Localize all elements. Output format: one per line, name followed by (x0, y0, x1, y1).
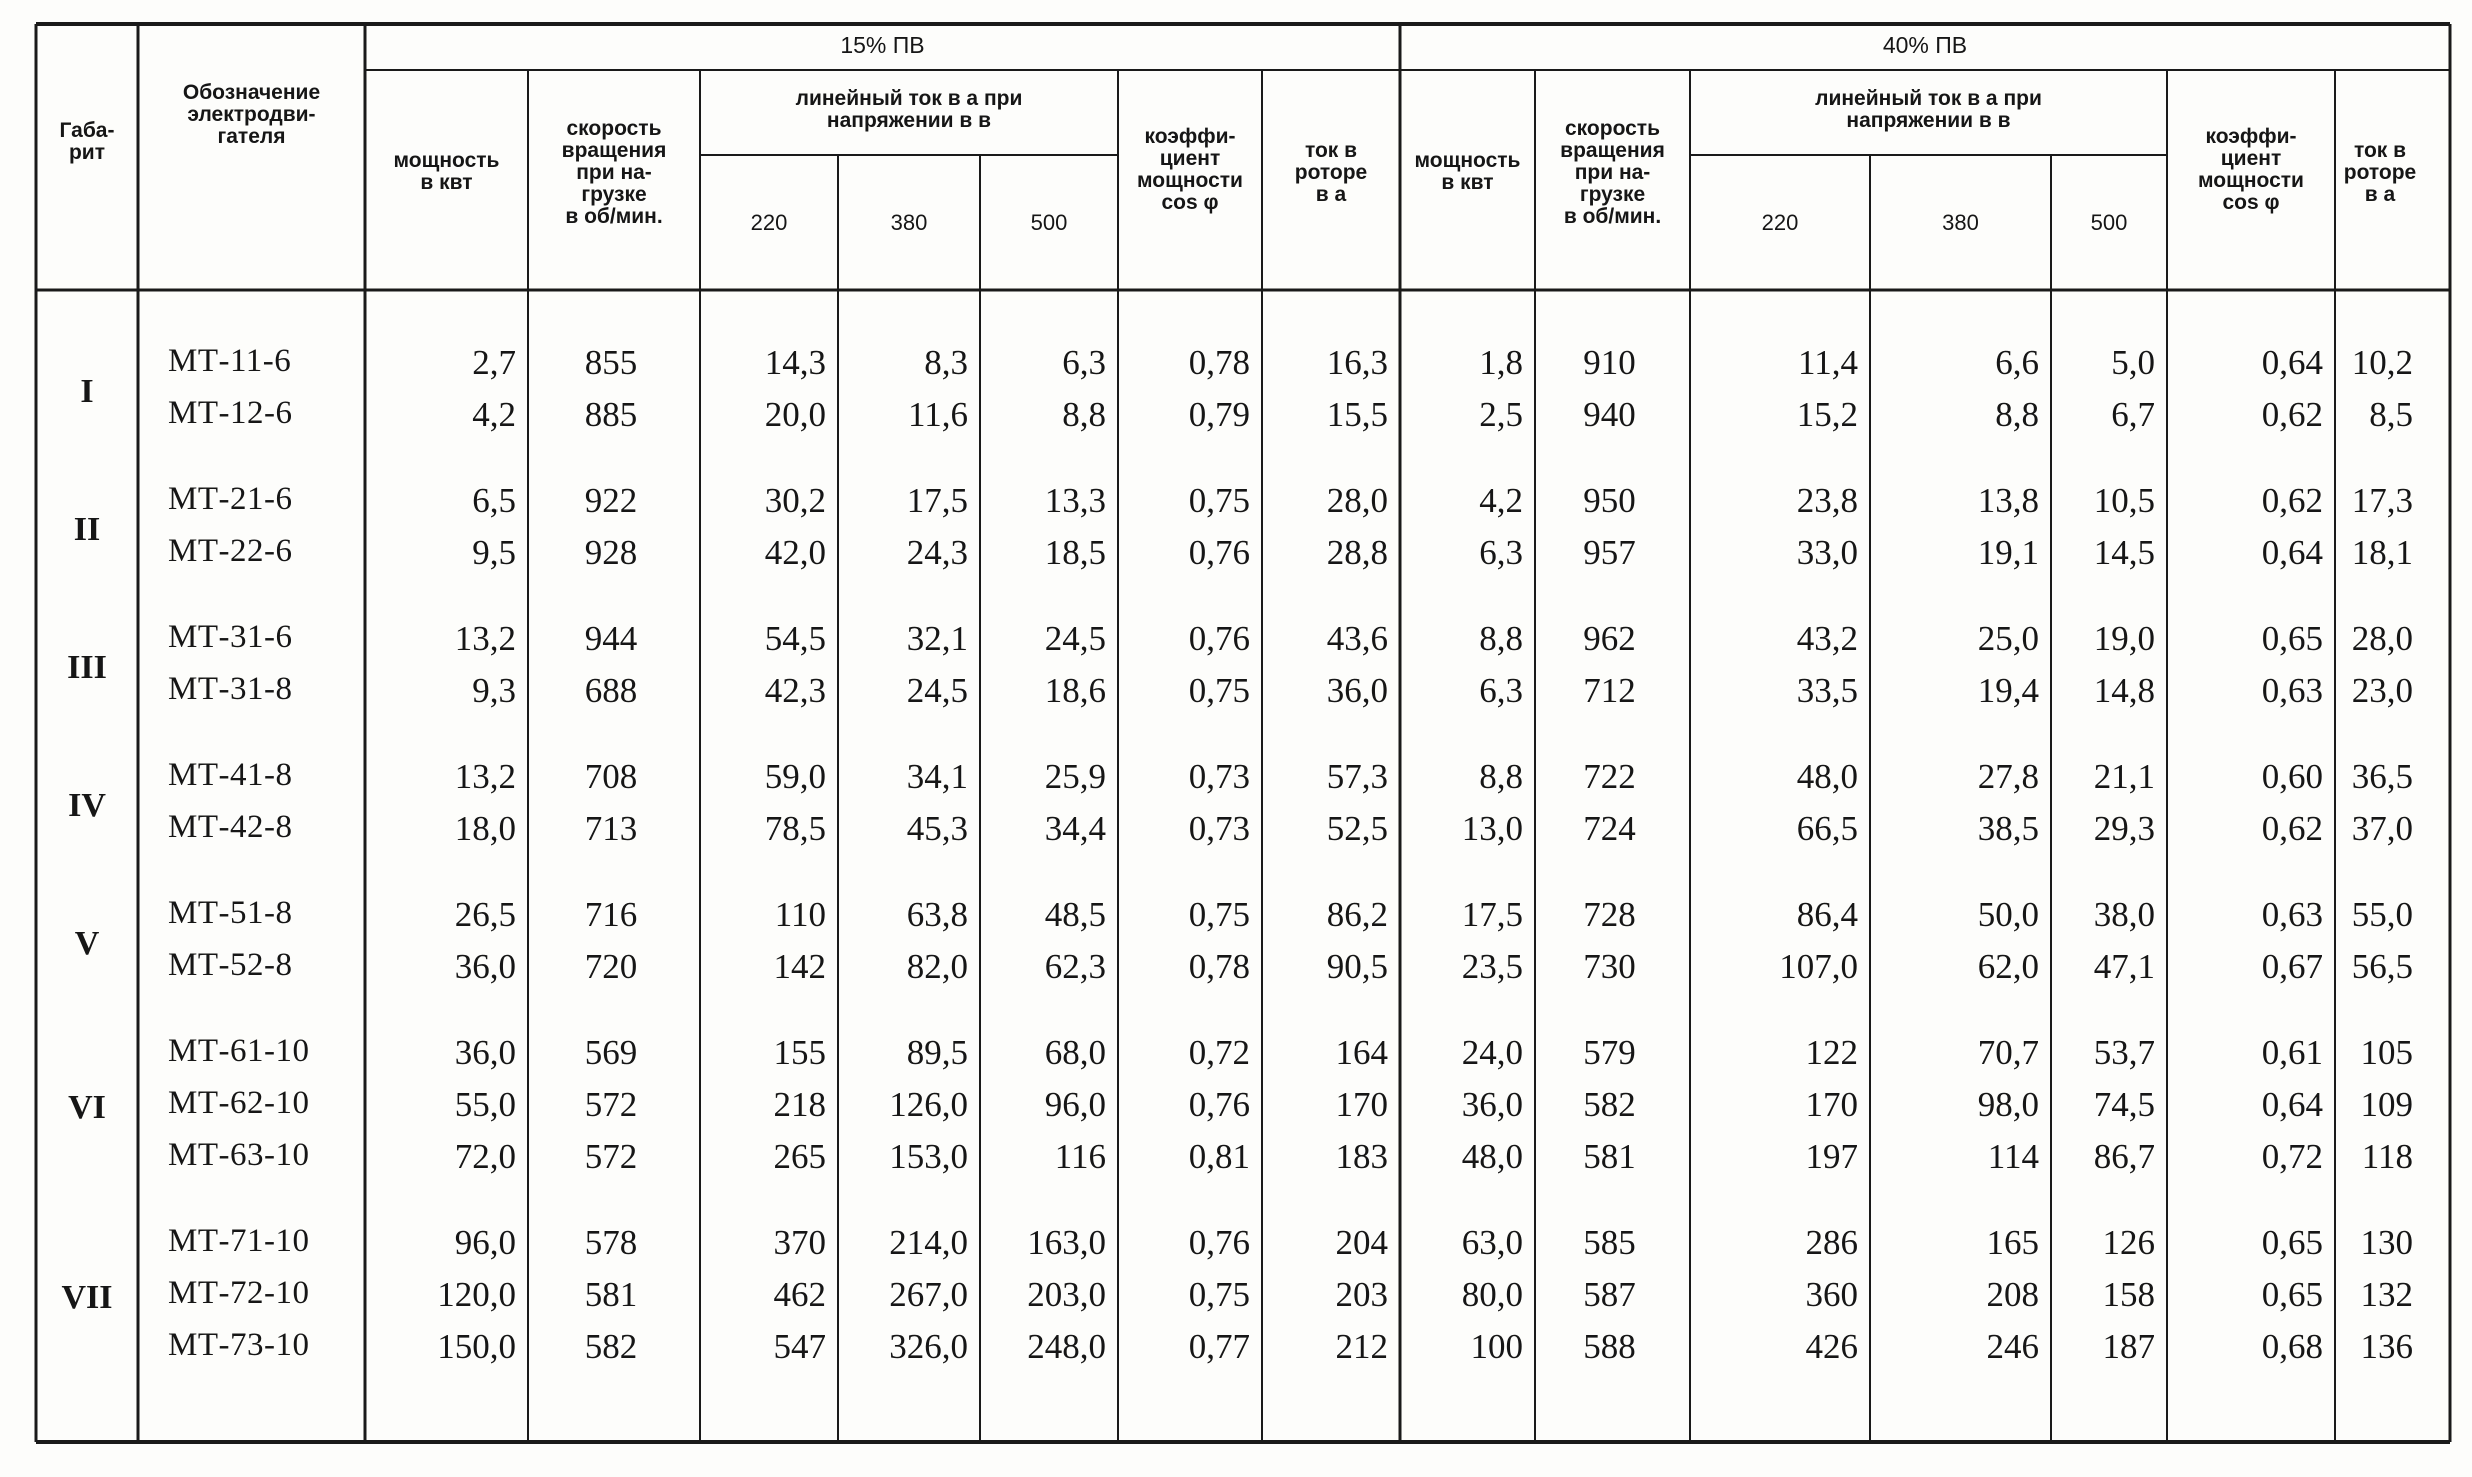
table-cell: 17,3 (2351, 481, 2413, 520)
table-cell: 89,5 (906, 1033, 968, 1072)
table-cell: 17,5 (1461, 895, 1523, 934)
table-cell: 6,5 (472, 481, 516, 520)
table-cell: 8,8 (1479, 619, 1523, 658)
header-voltage-500-40: 500 (2090, 210, 2128, 235)
table-cell: 28,0 (2351, 619, 2413, 658)
table-cell: 24,5 (906, 671, 968, 710)
table-cell: 0,75 (1188, 671, 1250, 710)
header-speed-15: скорость вращения при на- грузке в об/мин. (561, 117, 667, 229)
table-cell: 126,0 (889, 1085, 968, 1124)
table-cell: 944 (584, 619, 638, 658)
table-cell: 0,78 (1188, 947, 1250, 986)
table-cell: 9,5 (472, 533, 516, 572)
table-cell: 360 (1805, 1275, 1858, 1314)
table-cell: 8,8 (1995, 395, 2039, 434)
table-cell: 130 (2360, 1223, 2413, 1262)
table-cell: 23,5 (1461, 947, 1523, 986)
header-gabarit: Габа- рит (59, 119, 115, 165)
table-cell: 8,8 (1479, 757, 1523, 796)
model-designation: МТ-31-6 (168, 619, 293, 655)
table-cell: 922 (584, 481, 638, 520)
table-cell: 153,0 (889, 1137, 968, 1176)
model-designation: МТ-52-8 (168, 947, 293, 983)
table-cell: 42,3 (764, 671, 826, 710)
table-cell: 68,0 (1044, 1033, 1106, 1072)
table-cell: 28,8 (1326, 533, 1388, 572)
table-cell: 0,75 (1188, 481, 1250, 520)
table-cell: 63,0 (1461, 1223, 1523, 1262)
table-cell: 26,5 (454, 895, 516, 934)
table-cell: 0,60 (2261, 757, 2323, 796)
table-cell: 326,0 (889, 1327, 968, 1366)
table-cell: 248,0 (1027, 1327, 1106, 1366)
table-cell: 0,75 (1188, 895, 1250, 934)
table-cell: 0,72 (2261, 1137, 2323, 1176)
table-cell: 267,0 (889, 1275, 968, 1314)
table-cell: 569 (584, 1033, 638, 1072)
table-cell: 11,6 (908, 395, 968, 434)
table-cell: 218 (773, 1085, 826, 1124)
table-cell: 6,6 (1995, 343, 2039, 382)
table-cell: 33,0 (1796, 533, 1858, 572)
table-cell: 928 (584, 533, 638, 572)
table-cell: 52,5 (1326, 809, 1388, 848)
table-cell: 10,2 (2351, 343, 2413, 382)
table-cell: 62,3 (1044, 947, 1106, 986)
table-cell: 0,76 (1188, 619, 1250, 658)
table-cell: 4,2 (472, 395, 516, 434)
model-designation: МТ-61-10 (168, 1033, 310, 1069)
table-cell: 0,61 (2261, 1033, 2323, 1072)
table-cell: 14,5 (2093, 533, 2155, 572)
table-cell: 15,5 (1326, 395, 1388, 434)
table-cell: 24,0 (1461, 1033, 1523, 1072)
table-cell: 126 (2102, 1223, 2155, 1262)
table-cell: 114 (1987, 1137, 2039, 1176)
table-cell: 6,3 (1479, 671, 1523, 710)
table-cell: 98,0 (1977, 1085, 2039, 1124)
table-cell: 187 (2102, 1327, 2155, 1366)
table-cell: 50,0 (1977, 895, 2039, 934)
table-cell: 34,4 (1044, 809, 1106, 848)
table-cell: 572 (584, 1137, 638, 1176)
table-cell: 107,0 (1779, 947, 1858, 986)
table-cell: 10,5 (2093, 481, 2155, 520)
table-cell: 0,72 (1188, 1033, 1250, 1072)
table-cell: 0,81 (1188, 1137, 1250, 1176)
table-cell: 80,0 (1461, 1275, 1523, 1314)
table-cell: 950 (1583, 481, 1636, 520)
table-cell: 13,0 (1461, 809, 1523, 848)
table-cell: 14,8 (2093, 671, 2155, 710)
table-cell: 56,5 (2351, 947, 2413, 986)
table-cell: 11,4 (1798, 343, 1858, 382)
table-cell: 18,1 (2351, 533, 2413, 572)
table-cell: 728 (1583, 895, 1636, 934)
table-cell: 197 (1805, 1137, 1858, 1176)
table-cell: 962 (1583, 619, 1636, 658)
table-cell: 43,6 (1326, 619, 1388, 658)
model-designation: МТ-62-10 (168, 1085, 310, 1121)
table-cell: 370 (773, 1223, 826, 1262)
table-cell: 86,2 (1326, 895, 1388, 934)
table-cell: 109 (2360, 1085, 2413, 1124)
table-cell: 163,0 (1027, 1223, 1106, 1262)
table-cell: 19,4 (1977, 671, 2039, 710)
table-cell: 183 (1335, 1137, 1388, 1176)
table-cell: 0,62 (2261, 809, 2323, 848)
table-cell: 30,2 (764, 481, 826, 520)
header-voltage-220-40: 220 (1761, 210, 1799, 235)
table-cell: 588 (1583, 1327, 1636, 1366)
table-cell: 96,0 (1044, 1085, 1106, 1124)
table-cell: 158 (2102, 1275, 2155, 1314)
table-cell: 36,0 (1326, 671, 1388, 710)
table-cell: 57,3 (1326, 757, 1388, 796)
table-cell: 72,0 (454, 1137, 516, 1176)
table-cell: 0,62 (2261, 481, 2323, 520)
table-cell: 0,78 (1188, 343, 1250, 382)
model-designation: МТ-31-8 (168, 671, 293, 707)
model-designation: МТ-63-10 (168, 1137, 310, 1173)
table-cell: 462 (773, 1275, 826, 1314)
table-cell: 0,73 (1188, 757, 1250, 796)
table-cell: 6,3 (1062, 343, 1106, 382)
table-cell: 48,0 (1796, 757, 1858, 796)
table-cell: 0,76 (1188, 533, 1250, 572)
table-cell: 8,5 (2369, 395, 2413, 434)
table-cell: 0,64 (2261, 343, 2323, 382)
table-cell: 105 (2360, 1033, 2413, 1072)
model-designation: МТ-72-10 (168, 1275, 310, 1311)
table-cell: 170 (1805, 1085, 1858, 1124)
model-designation: МТ-73-10 (168, 1327, 310, 1363)
table-cell: 8,8 (1062, 395, 1106, 434)
table-cell: 208 (1986, 1275, 2039, 1314)
table-cell: 18,0 (454, 809, 516, 848)
table-cell: 62,0 (1977, 947, 2039, 986)
model-designation: МТ-71-10 (168, 1223, 310, 1259)
table-cell: 86,7 (2093, 1137, 2155, 1176)
table-cell: 203,0 (1027, 1275, 1106, 1314)
table-cell: 82,0 (906, 947, 968, 986)
table-cell: 36,0 (1461, 1085, 1523, 1124)
table-cell: 36,5 (2351, 757, 2413, 796)
table-cell: 547 (773, 1327, 826, 1366)
table-cell: 940 (1583, 395, 1636, 434)
table-cell: 24,3 (906, 533, 968, 572)
table-cell: 55,0 (454, 1085, 516, 1124)
table-cell: 19,0 (2093, 619, 2155, 658)
table-cell: 6,3 (1479, 533, 1523, 572)
table-cell: 6,7 (2111, 395, 2155, 434)
table-cell: 120,0 (437, 1275, 516, 1314)
table-cell: 14,3 (764, 343, 826, 382)
table-cell: 132 (2360, 1275, 2413, 1314)
table-cell: 585 (1583, 1223, 1636, 1262)
table-cell: 74,5 (2093, 1085, 2155, 1124)
table-cell: 34,1 (906, 757, 968, 796)
table-cell: 582 (1583, 1085, 1636, 1124)
table-cell: 142 (773, 947, 826, 986)
table-cell: 13,2 (454, 757, 516, 796)
table-cell: 16,3 (1326, 343, 1388, 382)
table-cell: 78,5 (764, 809, 826, 848)
table-cell: 578 (584, 1223, 638, 1262)
table-cell: 9,3 (472, 671, 516, 710)
table-cell: 24,5 (1044, 619, 1106, 658)
table-cell: 722 (1583, 757, 1636, 796)
table-cell: 36,0 (454, 1033, 516, 1072)
table-cell: 45,3 (906, 809, 968, 848)
table-cell: 688 (584, 671, 638, 710)
table-cell: 265 (773, 1137, 826, 1176)
table-cell: 170 (1335, 1085, 1388, 1124)
table-cell: 582 (584, 1327, 638, 1366)
table-cell: 42,0 (764, 533, 826, 572)
table-cell: 0,79 (1188, 395, 1250, 434)
header-linear-current-15: линейный ток в а при напряжении в в (795, 87, 1023, 133)
gabarit-label: II (73, 511, 101, 548)
table-cell: 0,76 (1188, 1085, 1250, 1124)
table-cell: 0,67 (2261, 947, 2323, 986)
table-cell: 28,0 (1326, 481, 1388, 520)
table-cell: 43,2 (1796, 619, 1858, 658)
table-cell: 59,0 (764, 757, 826, 796)
table-cell: 17,5 (906, 481, 968, 520)
table-cell: 23,8 (1796, 481, 1858, 520)
table-cell: 136 (2360, 1327, 2413, 1366)
model-designation: МТ-41-8 (168, 757, 293, 793)
table-cell: 1,8 (1479, 343, 1523, 382)
table-cell: 63,8 (906, 895, 968, 934)
table-cell: 2,5 (1479, 395, 1523, 434)
table-cell: 212 (1335, 1327, 1388, 1366)
table-cell: 713 (584, 809, 638, 848)
table-cell: 86,4 (1796, 895, 1858, 934)
table-cell: 957 (1583, 533, 1636, 572)
gabarit-label: IV (68, 787, 106, 824)
model-designation: МТ-21-6 (168, 481, 293, 517)
table-cell: 18,6 (1044, 671, 1106, 710)
table-cell: 910 (1583, 343, 1636, 382)
model-designation: МТ-42-8 (168, 809, 293, 845)
table-cell: 0,73 (1188, 809, 1250, 848)
table-cell: 48,0 (1461, 1137, 1523, 1176)
header-rotor-current-15: ток в роторе в а (1294, 139, 1368, 207)
header-power-40: мощность в квт (1414, 149, 1521, 195)
table-cell: 53,7 (2093, 1033, 2155, 1072)
table-cell: 4,2 (1479, 481, 1523, 520)
table-cell: 54,5 (764, 619, 826, 658)
gabarit-label: I (80, 373, 94, 410)
table-cell: 246 (1986, 1327, 2039, 1366)
table-cell: 0,64 (2261, 533, 2323, 572)
table-cell: 0,75 (1188, 1275, 1250, 1314)
header-group-40pv: 40% ПВ (1882, 32, 1968, 58)
table-cell: 2,7 (472, 343, 516, 382)
model-designation: МТ-51-8 (168, 895, 293, 931)
table-cell: 110 (774, 895, 826, 934)
table-cell: 730 (1583, 947, 1636, 986)
header-rotor-current-40: ток в роторе в а (2343, 139, 2417, 207)
table-cell: 13,8 (1977, 481, 2039, 520)
table-cell: 0,65 (2261, 1223, 2323, 1262)
table-cell: 0,68 (2261, 1327, 2323, 1366)
table-cell: 0,63 (2261, 671, 2323, 710)
table-cell: 33,5 (1796, 671, 1858, 710)
table-cell: 8,3 (924, 343, 968, 382)
table-cell: 581 (1583, 1137, 1636, 1176)
table-cell: 38,5 (1977, 809, 2039, 848)
header-voltage-220-15: 220 (750, 210, 788, 235)
table-cell: 581 (584, 1275, 638, 1314)
table-cell: 214,0 (889, 1223, 968, 1262)
table-cell: 100 (1470, 1327, 1523, 1366)
table-cell: 118 (2361, 1137, 2413, 1176)
table-cell: 20,0 (764, 395, 826, 434)
table-cell: 116 (1054, 1137, 1106, 1176)
model-designation: МТ-11-6 (168, 343, 292, 379)
table-cell: 155 (773, 1033, 826, 1072)
header-designation: Обозначение электродви- гателя (182, 81, 321, 149)
gabarit-label: III (67, 649, 107, 686)
header-voltage-380-40: 380 (1942, 210, 1979, 235)
table-cell: 164 (1335, 1033, 1388, 1072)
table-cell: 855 (584, 343, 638, 382)
header-speed-40: скорость вращения при на- грузке в об/мин. (1560, 117, 1665, 229)
table-cell: 36,0 (454, 947, 516, 986)
table-cell: 29,3 (2093, 809, 2155, 848)
table-cell: 70,7 (1977, 1033, 2039, 1072)
table-cell: 13,2 (454, 619, 516, 658)
table-cell: 23,0 (2351, 671, 2413, 710)
table-cell: 204 (1335, 1223, 1388, 1262)
gabarit-label: VII (61, 1279, 113, 1316)
table-cell: 27,8 (1977, 757, 2039, 796)
table-cell: 716 (584, 895, 638, 934)
table-cell: 13,3 (1044, 481, 1106, 520)
table-cell: 122 (1805, 1033, 1858, 1072)
table-cell: 25,0 (1977, 619, 2039, 658)
table-cell: 579 (1583, 1033, 1636, 1072)
table-cell: 18,5 (1044, 533, 1106, 572)
table-cell: 708 (584, 757, 638, 796)
table-cell: 203 (1335, 1275, 1388, 1314)
table-cell: 90,5 (1326, 947, 1388, 986)
table-cell: 0,76 (1188, 1223, 1250, 1262)
table-cell: 5,0 (2111, 343, 2155, 382)
table-cell: 0,65 (2261, 619, 2323, 658)
table-cell: 0,63 (2261, 895, 2323, 934)
header-group-15pv: 15% ПВ (840, 32, 925, 58)
header-linear-current-40: линейный ток в а при напряжении в в (1815, 87, 2042, 133)
model-designation: МТ-22-6 (168, 533, 293, 569)
model-designation: МТ-12-6 (168, 395, 293, 431)
table-cell: 38,0 (2093, 895, 2155, 934)
header-power-factor-15: коэффи- циент мощности cos φ (1137, 125, 1243, 215)
table-cell: 48,5 (1044, 895, 1106, 934)
table-cell: 19,1 (1977, 533, 2039, 572)
table-cell: 885 (584, 395, 638, 434)
table-cell: 724 (1583, 809, 1636, 848)
table-cell: 55,0 (2351, 895, 2413, 934)
header-voltage-500-15: 500 (1030, 210, 1068, 235)
table-cell: 96,0 (454, 1223, 516, 1262)
gabarit-label: VI (68, 1089, 106, 1126)
table-cell: 66,5 (1796, 809, 1858, 848)
table-cell: 15,2 (1796, 395, 1858, 434)
header-power-15: мощность в квт (393, 149, 500, 195)
table-cell: 426 (1805, 1327, 1858, 1366)
header-power-factor-40: коэффи- циент мощности cos φ (2198, 125, 2304, 215)
gabarit-label: V (74, 925, 100, 962)
table-cell: 37,0 (2351, 809, 2413, 848)
table-cell: 720 (584, 947, 638, 986)
table-cell: 0,64 (2261, 1085, 2323, 1124)
table-cell: 0,77 (1188, 1327, 1250, 1366)
table-cell: 0,62 (2261, 395, 2323, 434)
table-cell: 25,9 (1044, 757, 1106, 796)
table-cell: 21,1 (2093, 757, 2155, 796)
table-cell: 712 (1583, 671, 1636, 710)
table-cell: 32,1 (906, 619, 968, 658)
table-cell: 165 (1986, 1223, 2039, 1262)
table-cell: 587 (1583, 1275, 1636, 1314)
table-cell: 47,1 (2093, 947, 2155, 986)
table-cell: 0,65 (2261, 1275, 2323, 1314)
table-cell: 286 (1805, 1223, 1858, 1262)
table-cell: 150,0 (437, 1327, 516, 1366)
table-cell: 572 (584, 1085, 638, 1124)
header-voltage-380-15: 380 (890, 210, 928, 235)
